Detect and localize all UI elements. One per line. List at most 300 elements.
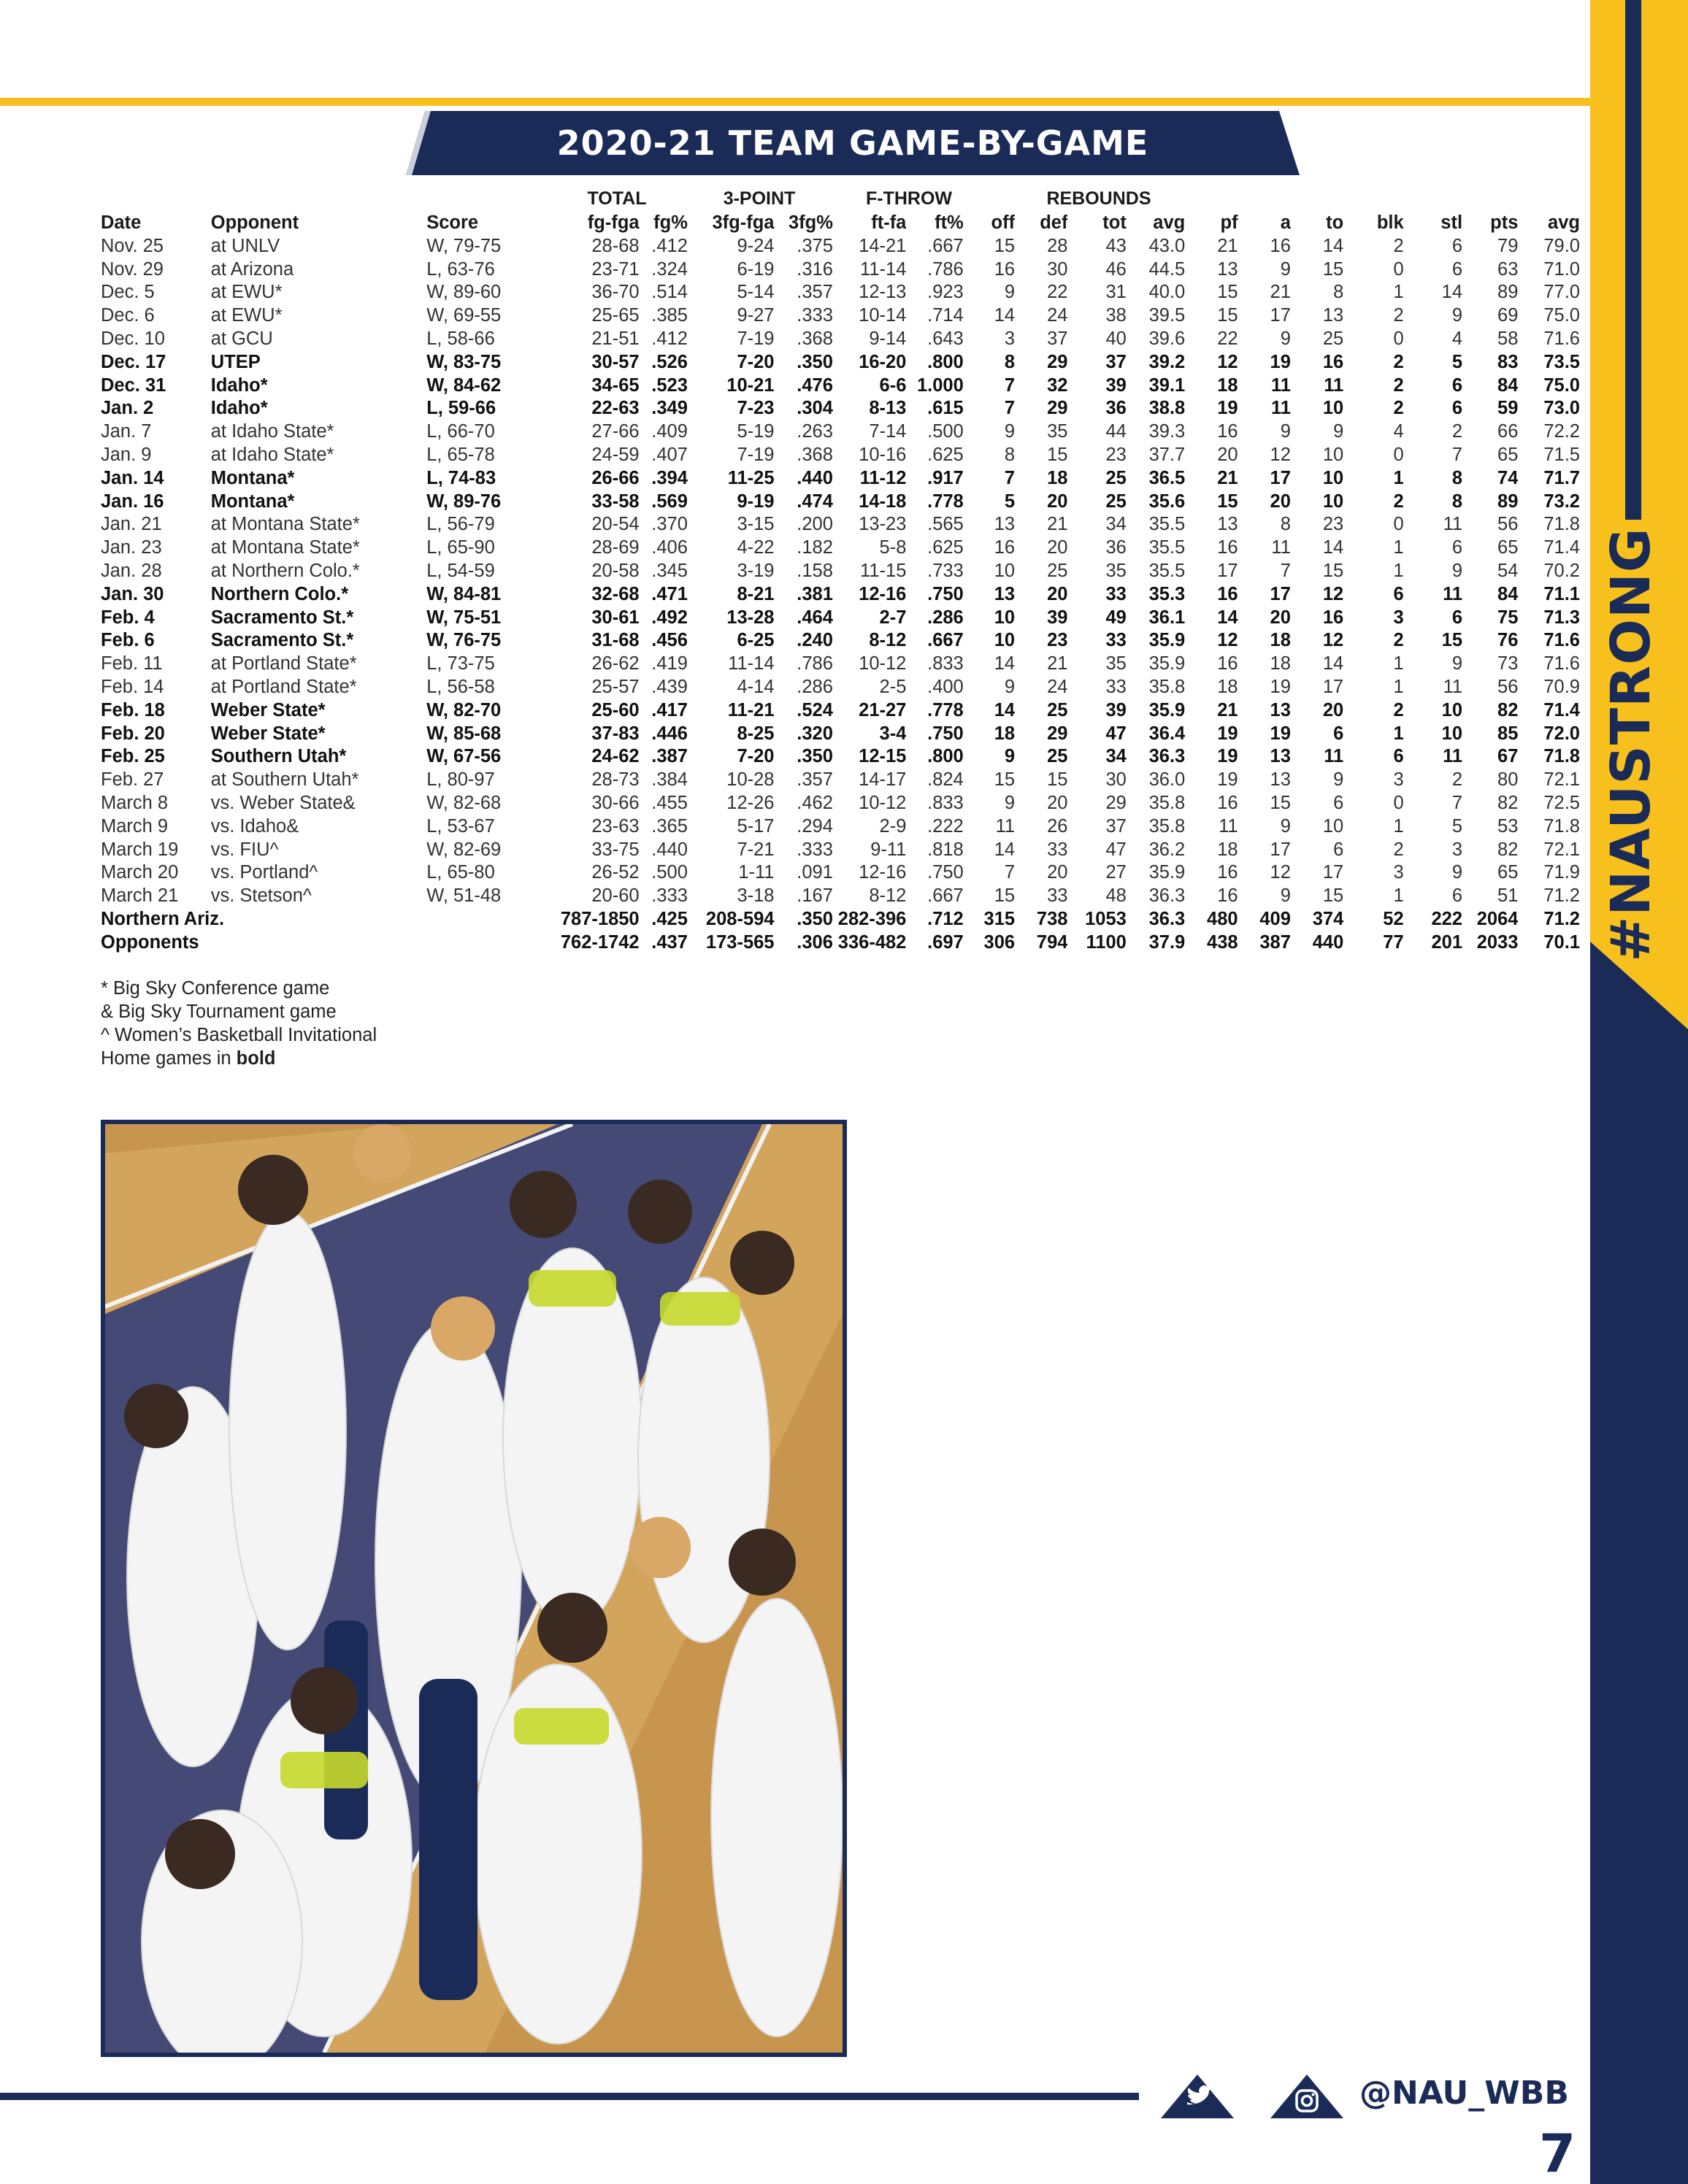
game-cell: 71.2 bbox=[1543, 885, 1580, 907]
game-cell: L, 73-75 bbox=[426, 653, 495, 674]
game-cell: 75.0 bbox=[1543, 374, 1580, 396]
game-cell: 11-21 bbox=[727, 699, 775, 720]
game-cell: 13 bbox=[1217, 258, 1238, 280]
game-cell: .333 bbox=[651, 885, 688, 907]
game-cell: L, 59-66 bbox=[426, 398, 496, 419]
game-cell: .304 bbox=[797, 398, 833, 419]
game-cell: 72.2 bbox=[1543, 421, 1580, 442]
group-heading-rebounds: REBOUNDS bbox=[1046, 188, 1151, 209]
game-cell: 20 bbox=[1047, 491, 1068, 512]
game-cell: .800 bbox=[927, 351, 964, 372]
game-cell: .407 bbox=[651, 444, 688, 465]
game-cell: 6 bbox=[1451, 607, 1463, 628]
totals-cell: 70.1 bbox=[1543, 931, 1580, 953]
game-cell: at Portland State* bbox=[210, 676, 357, 697]
game-cell: 16 bbox=[994, 258, 1016, 280]
totals-cell: 480 bbox=[1207, 908, 1238, 929]
game-cell: Northern Colo.* bbox=[210, 583, 349, 604]
top-gold-rule bbox=[0, 98, 1590, 106]
game-cell: .818 bbox=[927, 839, 964, 860]
game-cell: W, 89-76 bbox=[426, 491, 502, 512]
game-cell: 26-62 bbox=[591, 653, 640, 674]
side-hashtag: #NAUSTRONG bbox=[1600, 527, 1662, 962]
game-cell: 9-24 bbox=[737, 235, 775, 256]
game-cell: 1 bbox=[1393, 537, 1404, 558]
game-cell: 4-22 bbox=[737, 537, 775, 558]
game-cell: 21 bbox=[1217, 235, 1238, 256]
game-cell: 34 bbox=[1105, 514, 1127, 535]
game-cell: L, 65-78 bbox=[426, 444, 495, 465]
game-cell: 6 bbox=[1451, 885, 1463, 907]
game-cell: 17 bbox=[1322, 676, 1344, 697]
totals-cell: 336-482 bbox=[837, 931, 907, 953]
game-cell: 21-27 bbox=[859, 699, 907, 720]
game-cell: .625 bbox=[927, 444, 964, 465]
game-cell: .365 bbox=[651, 815, 688, 837]
game-cell: 20 bbox=[1322, 699, 1344, 720]
game-row bbox=[101, 328, 1580, 351]
game-cell: 14 bbox=[1441, 282, 1463, 303]
game-cell: 2 bbox=[1393, 351, 1404, 372]
game-cell: 71.7 bbox=[1543, 467, 1580, 488]
game-cell: 9-11 bbox=[870, 839, 907, 860]
totals-team-cell: Northern Ariz. bbox=[101, 908, 225, 929]
game-row bbox=[101, 839, 1580, 862]
game-cell: 21 bbox=[1217, 699, 1238, 720]
game-cell: .625 bbox=[927, 537, 964, 558]
game-cell: 16 bbox=[1217, 537, 1238, 558]
game-cell: 15 bbox=[1047, 769, 1068, 791]
game-cell: 72.1 bbox=[1543, 839, 1580, 860]
game-cell: W, 85-68 bbox=[426, 723, 502, 744]
game-cell: 71.9 bbox=[1543, 862, 1580, 883]
game-cell: 9 bbox=[1004, 676, 1016, 697]
game-cell: 10 bbox=[1322, 467, 1344, 488]
game-cell: 7-21 bbox=[737, 839, 775, 860]
game-cell: 8-12 bbox=[869, 630, 907, 651]
game-cell: 18 bbox=[1217, 839, 1238, 860]
game-cell: 9-14 bbox=[869, 328, 907, 349]
game-cell: .182 bbox=[797, 537, 833, 558]
game-cell: 69 bbox=[1497, 305, 1519, 326]
game-cell: .409 bbox=[651, 421, 688, 442]
col-off: off bbox=[991, 212, 1016, 233]
game-cell: 82 bbox=[1497, 839, 1519, 860]
game-cell: 79.0 bbox=[1543, 235, 1580, 256]
title-banner bbox=[406, 111, 1300, 175]
game-cell: 10-21 bbox=[726, 374, 775, 396]
game-cell: 31 bbox=[1105, 282, 1127, 303]
game-cell: Jan. 16 bbox=[101, 491, 164, 512]
game-cell: 40.0 bbox=[1148, 282, 1186, 303]
game-cell: .368 bbox=[797, 328, 833, 349]
game-cell: 9 bbox=[1004, 746, 1016, 767]
game-cell: .316 bbox=[797, 258, 833, 280]
col-opponent: Opponent bbox=[210, 212, 299, 233]
col-pts-avg: avg bbox=[1548, 212, 1580, 233]
game-row bbox=[101, 420, 1580, 444]
game-cell: at EWU* bbox=[210, 305, 283, 326]
game-cell: 17 bbox=[1270, 583, 1291, 604]
game-cell: 30-66 bbox=[591, 792, 640, 813]
game-cell: 44.5 bbox=[1148, 258, 1186, 280]
game-cell: 7 bbox=[1280, 560, 1291, 581]
game-cell: 13 bbox=[1217, 514, 1238, 535]
game-cell: at Idaho State* bbox=[210, 444, 334, 465]
game-cell: Idaho* bbox=[210, 398, 268, 419]
totals-cell: 409 bbox=[1259, 908, 1291, 929]
game-cell: 35.9 bbox=[1148, 699, 1186, 720]
game-cell: 36.5 bbox=[1148, 467, 1186, 488]
game-cell: 35.5 bbox=[1148, 560, 1186, 581]
game-cell: 12-16 bbox=[859, 862, 907, 883]
col-3fg-fga: 3fg-fga bbox=[712, 212, 775, 233]
game-cell: 33 bbox=[1105, 676, 1127, 697]
game-row bbox=[101, 235, 1580, 258]
game-cell: .667 bbox=[927, 630, 964, 651]
game-cell: 2 bbox=[1393, 235, 1404, 256]
social-handle[interactable]: @NAU_WBB bbox=[1359, 2075, 1569, 2112]
game-cell: at Southern Utah* bbox=[210, 769, 359, 791]
game-cell: .240 bbox=[797, 630, 833, 651]
game-cell: 35.9 bbox=[1148, 862, 1186, 883]
game-cell: Dec. 17 bbox=[101, 351, 166, 372]
game-cell: 20 bbox=[1047, 862, 1068, 883]
game-cell: Sacramento St.* bbox=[210, 607, 354, 628]
game-cell: 5-8 bbox=[879, 537, 907, 558]
game-cell: .320 bbox=[797, 723, 833, 744]
game-cell: 35 bbox=[1105, 560, 1127, 581]
game-cell: 71.1 bbox=[1543, 583, 1580, 604]
footnotes bbox=[101, 977, 377, 1070]
twitter-icon[interactable] bbox=[1161, 2075, 1234, 2118]
col-fg-fga: fg-fga bbox=[587, 212, 640, 233]
game-cell: Feb. 11 bbox=[101, 653, 163, 674]
game-cell: 35.6 bbox=[1148, 491, 1186, 512]
game-cell: Dec. 31 bbox=[101, 374, 166, 396]
game-cell: 6 bbox=[1333, 839, 1344, 860]
game-cell: 35 bbox=[1047, 421, 1068, 442]
game-cell: 15 bbox=[1217, 305, 1238, 326]
game-cell: 10 bbox=[1322, 491, 1344, 512]
game-cell: 10-14 bbox=[859, 305, 907, 326]
game-cell: .833 bbox=[927, 792, 964, 813]
game-cell: 36.2 bbox=[1148, 839, 1186, 860]
game-cell: 0 bbox=[1393, 328, 1404, 349]
game-cell: W, 89-60 bbox=[426, 282, 502, 303]
game-cell: 21-51 bbox=[591, 328, 640, 349]
game-row bbox=[101, 397, 1580, 420]
game-cell: March 9 bbox=[101, 815, 169, 837]
game-cell: 2 bbox=[1393, 630, 1404, 651]
game-cell: 37.7 bbox=[1148, 444, 1186, 465]
game-cell: 11-14 bbox=[860, 258, 907, 280]
game-cell: 19 bbox=[1270, 676, 1291, 697]
game-cell: 4 bbox=[1451, 328, 1463, 349]
game-row bbox=[101, 629, 1580, 653]
game-cell: .439 bbox=[651, 676, 688, 697]
game-cell: 21 bbox=[1047, 514, 1068, 535]
game-cell: 36 bbox=[1105, 398, 1127, 419]
game-cell: 70.2 bbox=[1543, 560, 1580, 581]
game-cell: Feb. 6 bbox=[101, 630, 155, 651]
game-cell: 16 bbox=[1322, 607, 1344, 628]
game-cell: .394 bbox=[651, 467, 688, 488]
game-cell: Jan. 2 bbox=[101, 398, 154, 419]
game-cell: 6 bbox=[1451, 235, 1463, 256]
game-cell: 24 bbox=[1047, 676, 1068, 697]
game-cell: 20-58 bbox=[591, 560, 640, 581]
game-cell: 17 bbox=[1217, 560, 1238, 581]
game-cell: 58 bbox=[1497, 328, 1519, 349]
game-cell: .833 bbox=[927, 653, 964, 674]
game-cell: .514 bbox=[651, 282, 688, 303]
game-cell: 2 bbox=[1393, 374, 1404, 396]
game-cell: 17 bbox=[1270, 839, 1291, 860]
col-fg-pct: fg% bbox=[653, 212, 688, 233]
game-cell: 29 bbox=[1047, 398, 1068, 419]
totals-cell: 2033 bbox=[1476, 931, 1519, 953]
game-row bbox=[101, 491, 1580, 514]
game-cell: 47 bbox=[1105, 839, 1127, 860]
game-cell: 19 bbox=[1217, 723, 1238, 744]
game-cell: 7-19 bbox=[737, 328, 775, 349]
game-cell: 18 bbox=[1217, 676, 1238, 697]
game-cell: 71.3 bbox=[1543, 607, 1580, 628]
game-cell: 15 bbox=[1217, 282, 1238, 303]
game-cell: 32-68 bbox=[591, 583, 640, 604]
col-score: Score bbox=[426, 212, 479, 233]
game-cell: 25-57 bbox=[591, 676, 640, 697]
game-cell: March 20 bbox=[101, 862, 179, 883]
game-cell: W, 83-75 bbox=[426, 351, 502, 372]
game-cell: 71.6 bbox=[1543, 328, 1580, 349]
game-cell: L, 56-58 bbox=[426, 676, 495, 697]
game-cell: 75.0 bbox=[1543, 305, 1580, 326]
game-cell: 3 bbox=[1451, 839, 1463, 860]
game-cell: 49 bbox=[1105, 607, 1127, 628]
game-cell: 7 bbox=[1004, 398, 1016, 419]
game-cell: 9 bbox=[1451, 653, 1463, 674]
game-cell: 16 bbox=[994, 537, 1016, 558]
game-cell: 8-21 bbox=[737, 583, 775, 604]
game-cell: 1 bbox=[1393, 815, 1404, 837]
game-cell: 12 bbox=[1270, 862, 1291, 883]
game-cell: 73.2 bbox=[1543, 491, 1580, 512]
game-cell: 11-25 bbox=[727, 467, 775, 488]
game-cell: 39.6 bbox=[1148, 328, 1186, 349]
game-cell: 8 bbox=[1280, 514, 1291, 535]
table-header-row bbox=[101, 212, 1580, 235]
game-cell: .786 bbox=[797, 653, 833, 674]
game-cell: 11-14 bbox=[728, 653, 775, 674]
game-cell: W, 82-70 bbox=[426, 699, 502, 720]
game-cell: 36 bbox=[1105, 537, 1127, 558]
game-row bbox=[101, 467, 1580, 491]
game-cell: 5 bbox=[1451, 815, 1463, 837]
game-cell: .464 bbox=[797, 607, 833, 628]
game-cell: L, 58-66 bbox=[426, 328, 495, 349]
game-cell: 2 bbox=[1393, 839, 1404, 860]
game-cell: at EWU* bbox=[210, 282, 283, 303]
game-cell: 10-12 bbox=[859, 653, 907, 674]
totals-cell: 762-1742 bbox=[560, 931, 640, 953]
totals-cell: .697 bbox=[927, 931, 964, 953]
game-cell: 9 bbox=[1280, 815, 1291, 837]
game-cell: 38 bbox=[1105, 305, 1127, 326]
game-cell: 8-13 bbox=[869, 398, 907, 419]
game-cell: 35.8 bbox=[1148, 676, 1186, 697]
game-cell: 65 bbox=[1497, 537, 1519, 558]
game-cell: 2 bbox=[1393, 305, 1404, 326]
game-cell: W, 84-62 bbox=[426, 374, 502, 396]
game-cell: 15 bbox=[994, 235, 1016, 256]
game-cell: 71.6 bbox=[1543, 630, 1580, 651]
totals-cell: 1053 bbox=[1085, 908, 1127, 929]
game-cell: 35.5 bbox=[1148, 514, 1186, 535]
note-invitational: ^ Women’s Basketball Invitational bbox=[101, 1025, 377, 1045]
game-cell: .643 bbox=[927, 328, 964, 349]
game-cell: 18 bbox=[994, 723, 1016, 744]
game-cell: 25 bbox=[1047, 699, 1068, 720]
game-cell: 65 bbox=[1497, 862, 1519, 883]
game-cell: 71.4 bbox=[1543, 537, 1580, 558]
game-cell: Feb. 25 bbox=[101, 746, 165, 767]
totals-cell: 1100 bbox=[1086, 931, 1127, 953]
game-cell: .385 bbox=[651, 305, 688, 326]
game-cell: 11 bbox=[1443, 676, 1463, 697]
game-cell: 30-61 bbox=[591, 607, 640, 628]
game-cell: 9 bbox=[1333, 421, 1344, 442]
game-cell: .440 bbox=[797, 467, 833, 488]
game-cell: 24-59 bbox=[591, 444, 640, 465]
game-cell: 10-28 bbox=[726, 769, 775, 791]
col-3fg-pct: 3fg% bbox=[788, 212, 833, 233]
game-cell: 43.0 bbox=[1148, 235, 1186, 256]
game-cell: 23 bbox=[1322, 514, 1344, 535]
game-cell: 0 bbox=[1393, 792, 1404, 813]
game-cell: Sacramento St.* bbox=[210, 630, 354, 651]
game-cell: 44 bbox=[1105, 421, 1127, 442]
totals-cell: 222 bbox=[1431, 908, 1463, 929]
game-cell: 14 bbox=[994, 699, 1016, 720]
totals-cell: 374 bbox=[1312, 908, 1344, 929]
game-cell: 25 bbox=[1105, 467, 1127, 488]
game-cell: 7-20 bbox=[737, 746, 775, 767]
game-row bbox=[101, 444, 1580, 467]
game-cell: L, 65-90 bbox=[426, 537, 495, 558]
game-cell: W, 67-56 bbox=[426, 746, 502, 767]
totals-cell: .350 bbox=[797, 908, 833, 929]
game-cell: 20 bbox=[1047, 537, 1068, 558]
game-row bbox=[101, 513, 1580, 537]
col-to: to bbox=[1326, 212, 1344, 233]
game-cell: 10 bbox=[1441, 699, 1463, 720]
game-cell: 15 bbox=[1441, 630, 1463, 651]
game-cell: 9 bbox=[1004, 792, 1016, 813]
game-cell: 14 bbox=[994, 839, 1016, 860]
game-cell: 36.4 bbox=[1148, 723, 1186, 744]
totals-cell: 438 bbox=[1207, 931, 1238, 953]
game-cell: 33 bbox=[1105, 583, 1127, 604]
game-cell: 33 bbox=[1105, 630, 1127, 651]
game-cell: 39.3 bbox=[1148, 421, 1186, 442]
game-cell: March 19 bbox=[101, 839, 179, 860]
game-cell: 5 bbox=[1451, 351, 1463, 372]
totals-row bbox=[101, 931, 1580, 955]
totals-cell: 208-594 bbox=[705, 908, 775, 929]
game-cell: 33 bbox=[1047, 839, 1068, 860]
game-cell: 47 bbox=[1105, 723, 1127, 744]
game-cell: 9 bbox=[1451, 305, 1463, 326]
game-cell: 39 bbox=[1105, 699, 1127, 720]
game-cell: W, 69-55 bbox=[426, 305, 502, 326]
game-cell: 66 bbox=[1497, 421, 1519, 442]
game-cell: 15 bbox=[994, 769, 1016, 791]
game-cell: .091 bbox=[797, 862, 833, 883]
game-cell: 14-17 bbox=[859, 769, 907, 791]
game-cell: 14 bbox=[994, 305, 1016, 326]
game-cell: vs. Weber State& bbox=[210, 792, 356, 813]
game-cell: at Montana State* bbox=[210, 537, 360, 558]
game-row bbox=[101, 537, 1580, 560]
game-cell: 8 bbox=[1451, 491, 1463, 512]
game-cell: 29 bbox=[1047, 351, 1068, 372]
game-cell: 30 bbox=[1105, 769, 1127, 791]
note-home-bold: bold bbox=[236, 1048, 276, 1069]
game-cell: 89 bbox=[1497, 282, 1519, 303]
game-cell: 7 bbox=[1004, 467, 1016, 488]
game-cell: 18 bbox=[1047, 467, 1068, 488]
game-cell: L, 74-83 bbox=[426, 467, 496, 488]
game-cell: 1 bbox=[1393, 676, 1404, 697]
game-cell: .158 bbox=[797, 560, 833, 581]
game-cell: 2 bbox=[1393, 699, 1404, 720]
game-cell: .333 bbox=[797, 305, 833, 326]
game-cell: 19 bbox=[1217, 746, 1238, 767]
game-cell: .387 bbox=[651, 746, 688, 767]
game-cell: vs. FIU^ bbox=[210, 839, 279, 860]
note-home-prefix: Home games in bbox=[101, 1048, 237, 1069]
game-cell: W, 76-75 bbox=[426, 630, 502, 651]
game-cell: .345 bbox=[651, 560, 688, 581]
totals-cell: 36.3 bbox=[1148, 908, 1186, 929]
game-cell: 31-68 bbox=[591, 630, 640, 651]
game-cell: 20-60 bbox=[591, 885, 640, 907]
note-home-games bbox=[101, 1047, 377, 1070]
game-cell: 22 bbox=[1047, 282, 1068, 303]
game-row bbox=[101, 815, 1580, 839]
game-cell: 10 bbox=[994, 607, 1016, 628]
game-cell: 20 bbox=[1270, 607, 1291, 628]
game-cell: 8 bbox=[1004, 351, 1016, 372]
totals-cell: .306 bbox=[797, 931, 833, 953]
game-cell: 7 bbox=[1004, 862, 1016, 883]
game-cell: 9-19 bbox=[737, 491, 775, 512]
game-cell: 6 bbox=[1393, 583, 1404, 604]
game-cell: 46 bbox=[1105, 258, 1127, 280]
game-cell: at Northern Colo.* bbox=[210, 560, 360, 581]
game-cell: 20-54 bbox=[591, 514, 640, 535]
game-cell: 28-68 bbox=[591, 235, 640, 256]
game-cell: .471 bbox=[651, 583, 688, 604]
game-cell: UTEP bbox=[210, 351, 261, 372]
game-cell: 59 bbox=[1497, 398, 1519, 419]
game-cell: 6 bbox=[1451, 398, 1463, 419]
game-cell: 11 bbox=[1324, 374, 1344, 396]
game-cell: 39.1 bbox=[1148, 374, 1186, 396]
instagram-icon[interactable] bbox=[1270, 2075, 1343, 2118]
